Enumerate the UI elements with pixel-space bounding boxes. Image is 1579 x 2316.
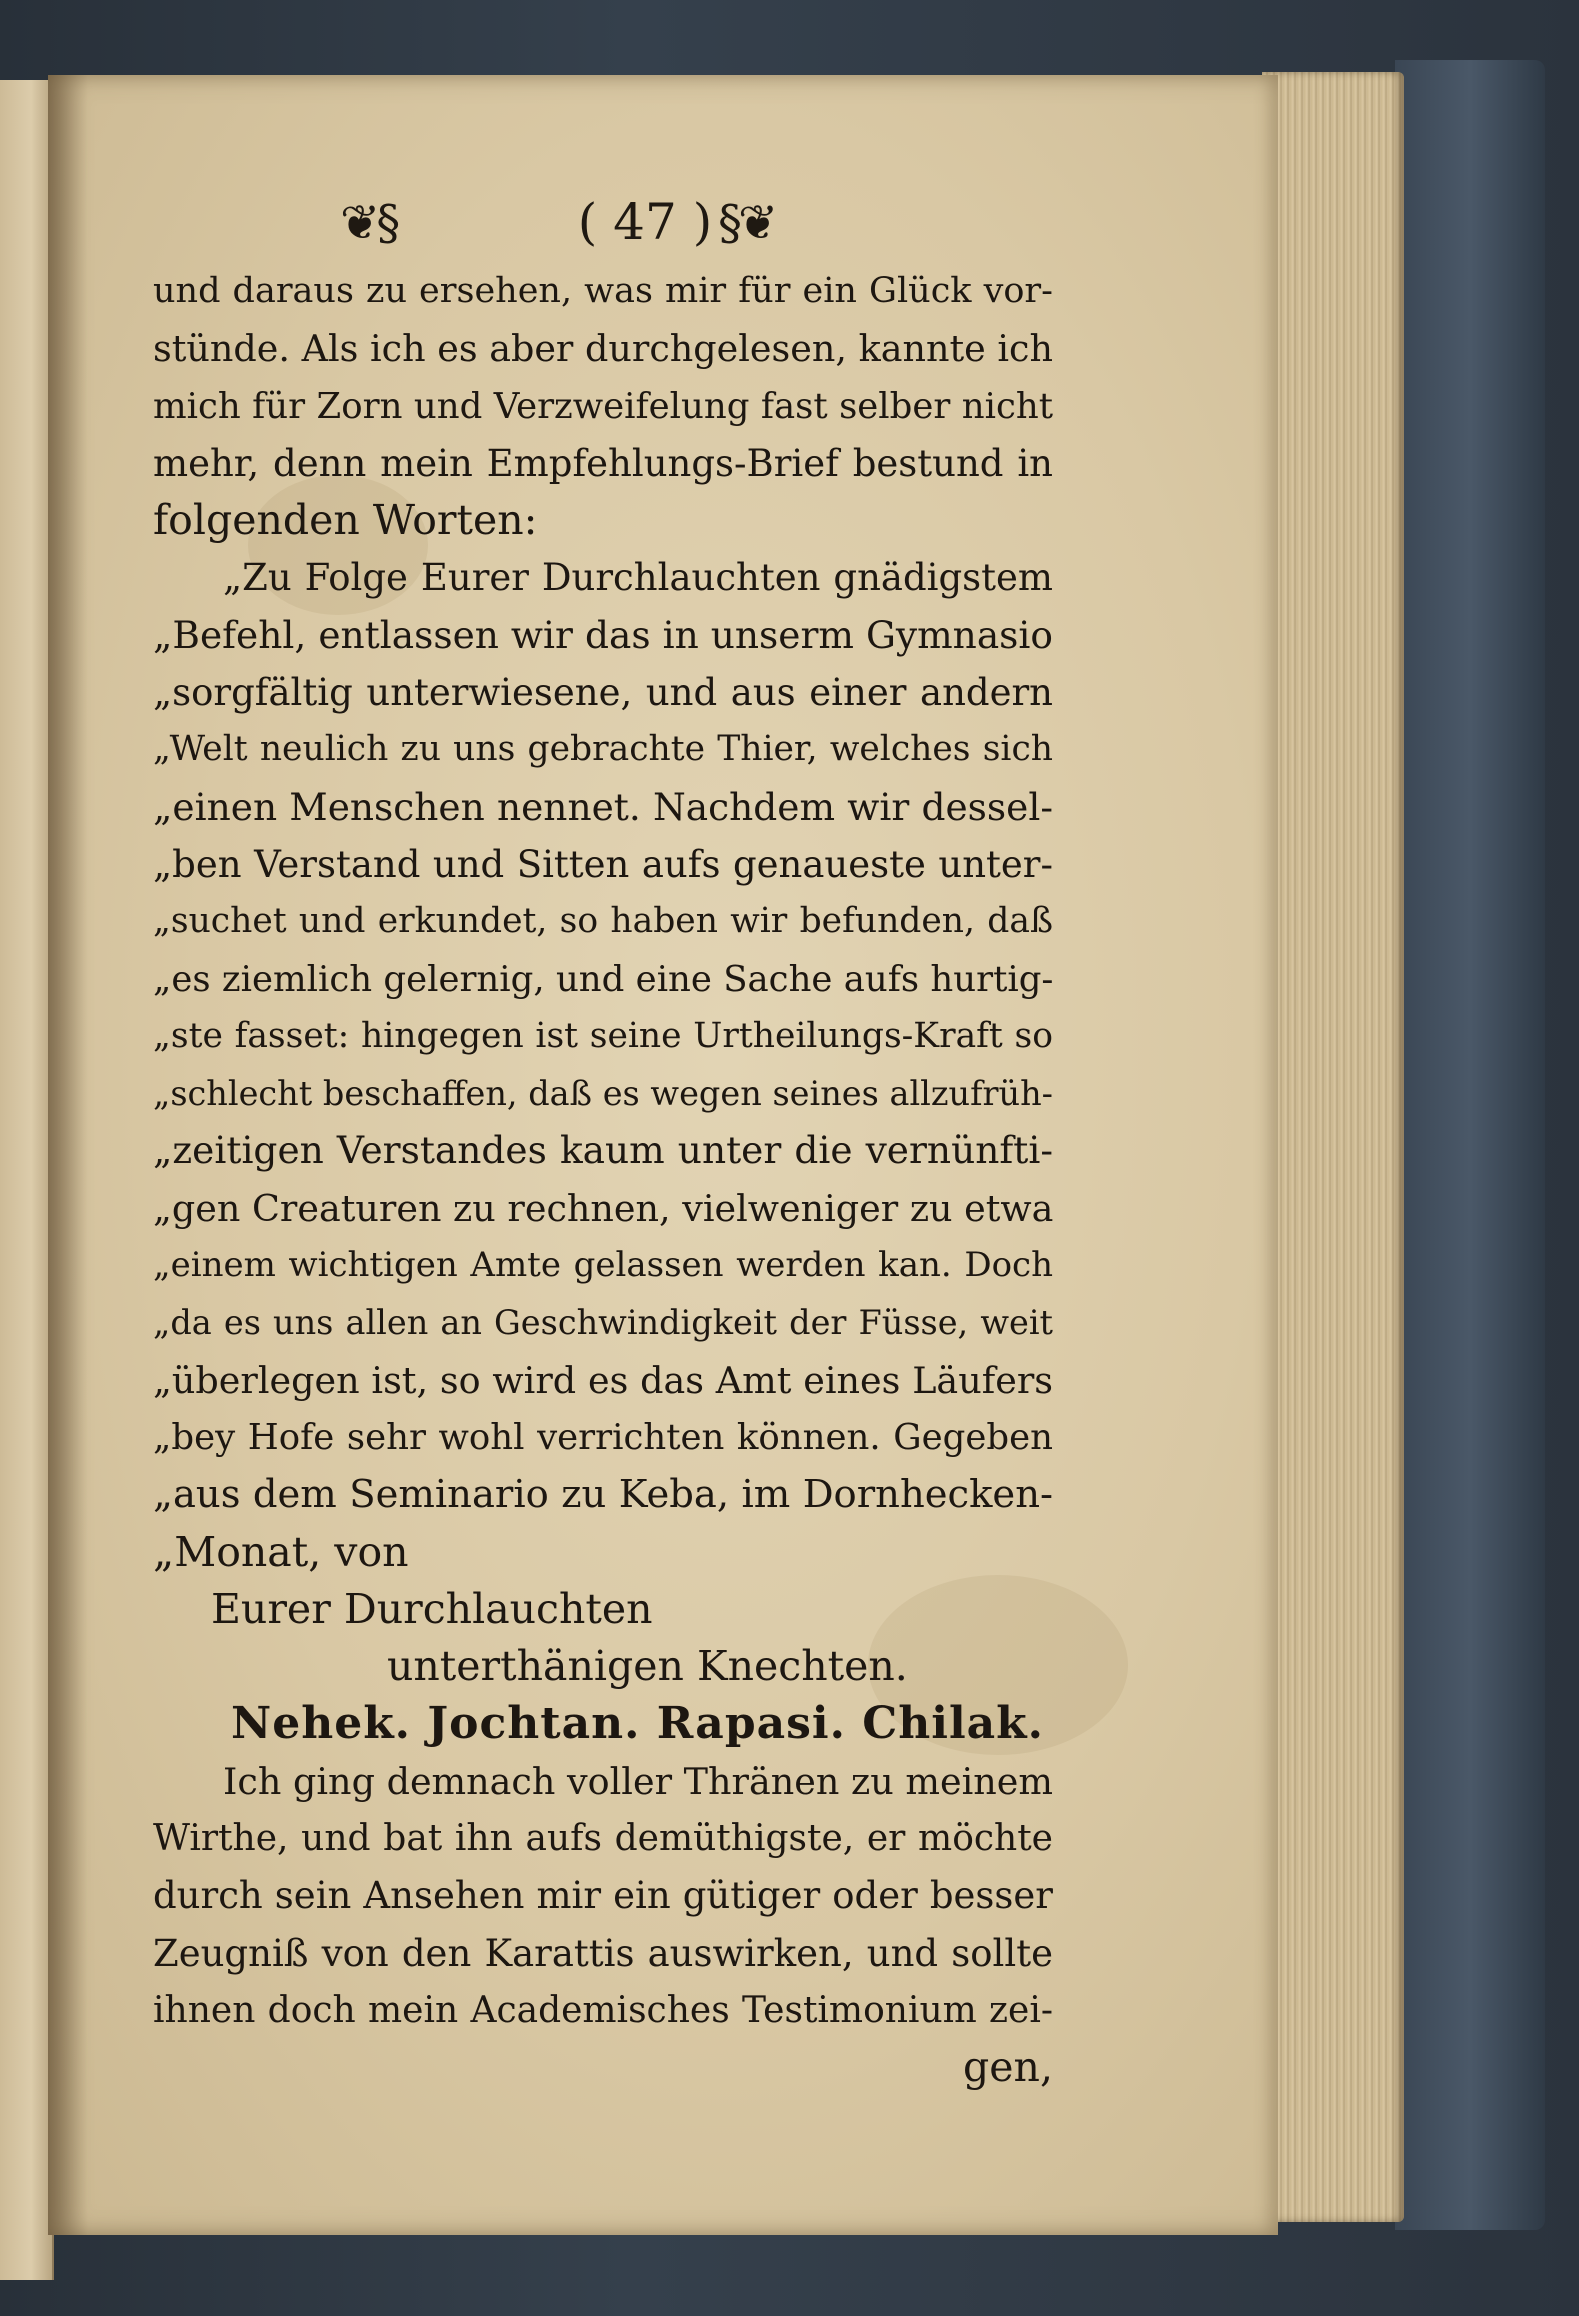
text-line: Ich ging demnach voller Thränen zu meinem [223, 1759, 1053, 1803]
text-line: „suchet und erkundet, so haben wir befunden, daß [153, 901, 1053, 942]
ornament-left-icon: ❦§ [340, 195, 397, 251]
text-line: ihnen doch mein Academisches Testimonium zei- [153, 1989, 1053, 2031]
closing-salutation: Eurer Durchlauchten [211, 1584, 653, 1633]
text-line: „gen Creaturen zu rechnen, vielweniger zu etwa [153, 1186, 1054, 1230]
text-line: „überlegen ist, so wird es das Amt eines Läufers [153, 1358, 1053, 1402]
book-cover-edge [1395, 60, 1545, 2230]
running-header [48, 185, 1278, 265]
text-line: „einen Menschen nennet. Nachdem wir dessel- [153, 784, 1053, 829]
signatory-names: Nehek. Jochtan. Rapasi. Chilak. [231, 1698, 1044, 1750]
text-line: mich für Zorn und Verzweifelung fast selber nicht [153, 385, 1053, 427]
book-page [48, 75, 1278, 2235]
page-number: ( 47 ) [577, 193, 713, 251]
text-line: durch sein Ansehen mir ein gütiger oder besser [153, 1874, 1053, 1918]
text-line: Zeugniß von den Karattis auswirken, und sollte [153, 1931, 1053, 1975]
closing-signature: unterthänigen Knechten. [387, 1642, 908, 1691]
text-line: „Monat, von [153, 1527, 409, 1576]
catchword: gen, [963, 2043, 1053, 2092]
text-line: „Welt neulich zu uns gebrachte Thier, welches sich [153, 729, 1053, 770]
spine-shadow [48, 75, 88, 2235]
text-line: „sorgfältig unterwiesene, und aus einer andern [153, 671, 1053, 715]
text-line: „da es uns allen an Geschwindigkeit der Füsse, weit [153, 1303, 1053, 1343]
text-line: stünde. Als ich es aber durchgelesen, kannte ich [153, 327, 1053, 371]
ornament-right-icon: §❦ [718, 195, 775, 251]
page-edges [1262, 72, 1404, 2222]
text-line: mehr, denn mein Empfehlungs-Brief bestund in [153, 441, 1053, 485]
text-line: „Befehl, entlassen wir das in unserm Gymnasio [153, 612, 1053, 657]
text-line: Wirthe, und bat ihn aufs demüthigste, er möchte [153, 1818, 1053, 1860]
text-line: „ben Verstand und Sitten aufs genaueste unter- [153, 842, 1053, 886]
text-line: „bey Hofe sehr wohl verrichten können. Gegeben [153, 1416, 1053, 1458]
text-line: „aus dem Seminario zu Keba, im Dornhecken- [153, 1472, 1053, 1518]
text-line: „schlecht beschaffen, daß es wegen seines allzufrüh- [153, 1074, 1053, 1114]
text-line: „zeitigen Verstandes kaum unter die vernünfti- [153, 1128, 1053, 1173]
text-line: folgenden Worten: [153, 496, 538, 545]
text-line: „Zu Folge Eurer Durchlauchten gnädigstem [223, 556, 1053, 600]
text-line: „einem wichtigen Amte gelassen werden kan. Doch [153, 1245, 1053, 1286]
text-line: und daraus zu ersehen, was mir für ein Glück vor- [153, 271, 1053, 311]
body-text [153, 263, 1053, 2097]
text-line: „es ziemlich gelernig, und eine Sache aufs hurtig- [153, 958, 1054, 1000]
facing-page-edge [0, 80, 54, 2280]
text-line: „ste fasset: hingegen ist seine Urtheilungs-Kraft so [153, 1015, 1053, 1056]
